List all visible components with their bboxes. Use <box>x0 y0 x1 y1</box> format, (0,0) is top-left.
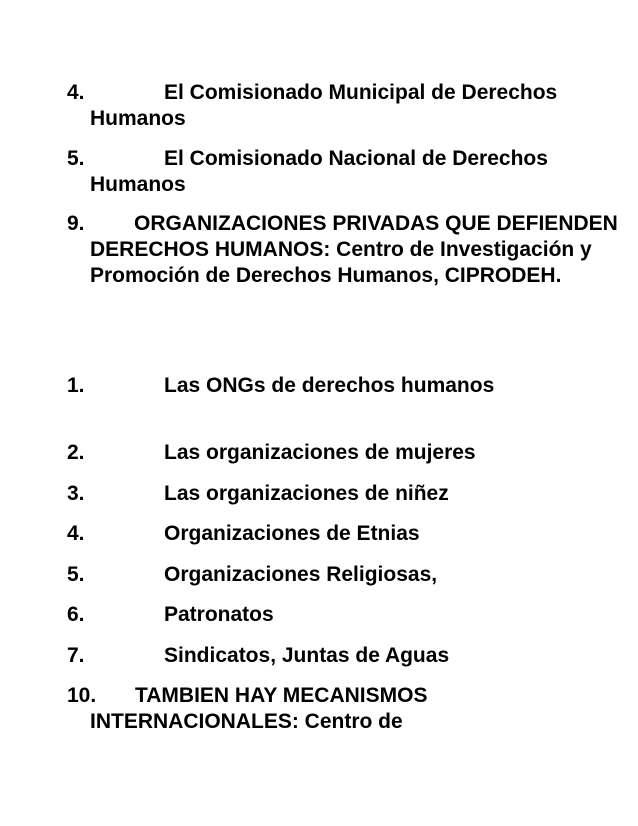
item-text: Las organizaciones de niñez <box>164 482 449 505</box>
item-number: 3. <box>67 482 85 505</box>
item-text: ORGANIZACIONES PRIVADAS QUE DEFIENDEN DERECHOS HUMANOS: Centro de Investigación y Promoción de Derechos Humanos, CIPRODEH. <box>90 212 618 287</box>
item-text: Organizaciones de Etnias <box>164 522 420 545</box>
item-number: 9. <box>67 212 85 235</box>
list-item-mujeres <box>67 440 627 466</box>
list-item-comisionado-municipal <box>67 80 627 132</box>
list-item-patronatos <box>67 602 627 628</box>
item-text: Patronatos <box>164 603 274 626</box>
item-number: 4. <box>67 522 85 545</box>
item-text: Las ONGs de derechos humanos <box>164 374 495 397</box>
list-item-etnias <box>67 521 627 547</box>
item-text: TAMBIEN HAY MECANISMOS INTERNACIONALES: Centro de <box>90 684 428 733</box>
item-number: 1. <box>67 374 85 397</box>
list-item-ninez <box>67 481 627 507</box>
section-heading-mecanismos-internacionales <box>67 683 627 735</box>
item-number: 6. <box>67 603 85 626</box>
list-item-ongs <box>67 373 627 399</box>
item-number: 5. <box>67 563 85 586</box>
list-item-sindicatos <box>67 643 627 669</box>
item-number: 4. <box>67 81 85 104</box>
item-text: Organizaciones Religiosas, <box>164 563 438 586</box>
item-number: 7. <box>67 644 85 667</box>
item-number: 10. <box>67 684 97 707</box>
item-text: El Comisionado Nacional de Derechos Humanos <box>90 147 548 196</box>
item-text: El Comisionado Municipal de Derechos Humanos <box>90 81 558 130</box>
item-number: 2. <box>67 441 85 464</box>
item-number: 5. <box>67 147 85 170</box>
item-text: Las organizaciones de mujeres <box>164 441 476 464</box>
list-item-comisionado-nacional <box>67 146 627 198</box>
section-heading-organizaciones-privadas <box>67 211 627 289</box>
item-text: Sindicatos, Juntas de Aguas <box>164 644 450 667</box>
list-item-religiosas <box>67 562 627 588</box>
